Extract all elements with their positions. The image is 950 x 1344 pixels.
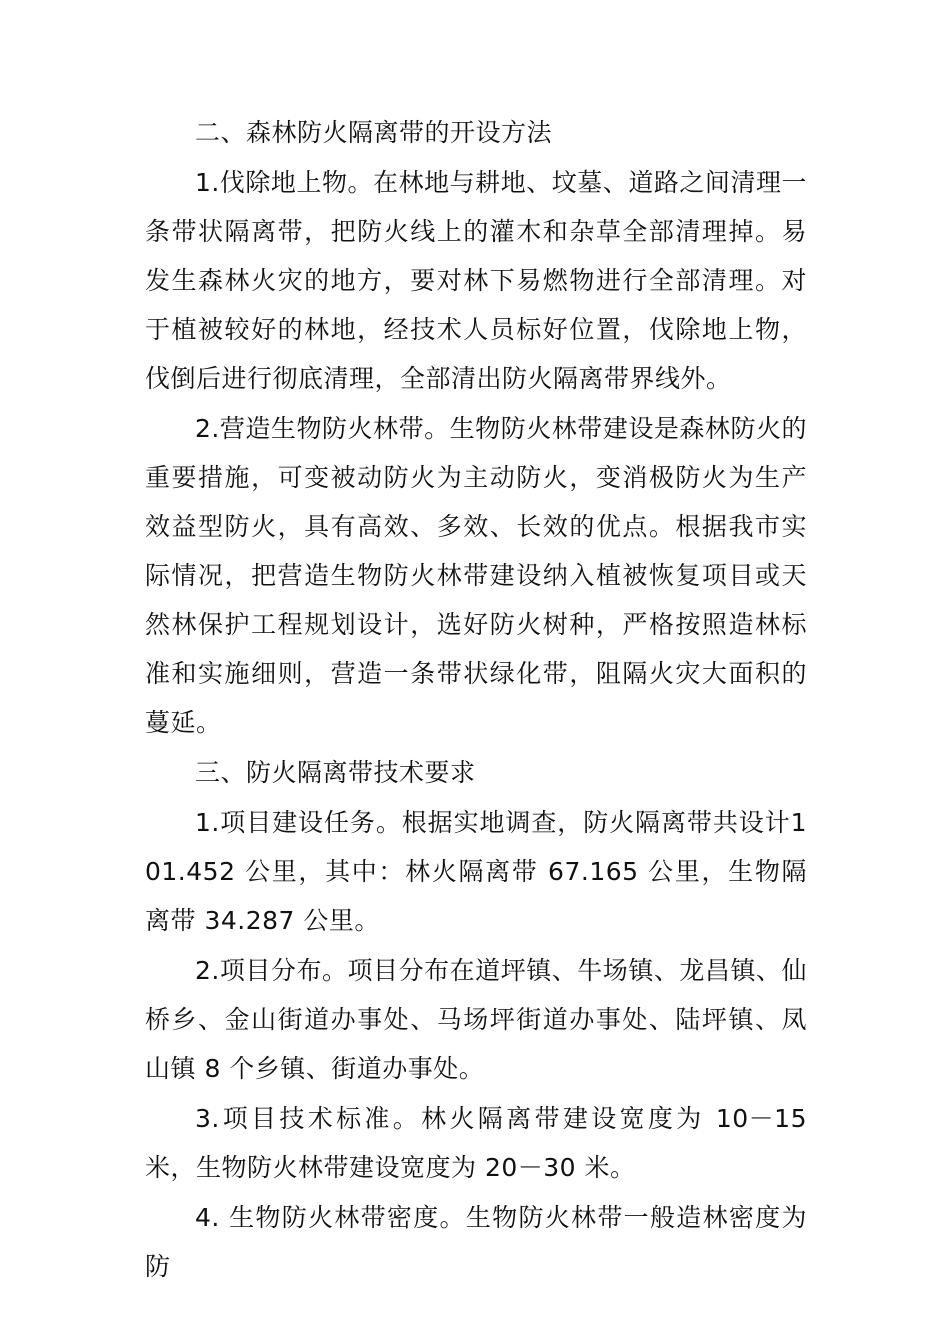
paragraph-density: 4. 生物防火林带密度。生物防火林带一般造林密度为防 (145, 1203, 807, 1281)
section-heading-requirements: 三、防火隔离带技术要求 (195, 758, 476, 787)
document-body (145, 108, 807, 1291)
paragraph-clear-ground: 1.伐除地上物。在林地与耕地、坟墓、道路之间清理一条带状隔离带，把防火线上的灌木和杂草全部清理掉。易发生森林火灾的地方，要对林下易燃物进行全部清理。对于植被较好的林地，经技术人员标好位置，伐除地上物，伐倒后进行彻底清理，全部清出防火隔离带界线外。 (145, 168, 807, 393)
paragraph-construction-task: 1.项目建设任务。根据实地调查，防火隔离带共设计101.452 公里，其中：林火隔离带 67.165 公里，生物隔离带 34.287 公里。 (145, 808, 807, 935)
paragraph-biological-belt: 2.营造生物防火林带。生物防火林带建设是森林防火的重要措施，可变被动防火为主动防火，变消极防火为生产效益型防火，具有高效、多效、长效的优点。根据我市实际情况，把营造生物防火林带建设纳入植被恢复项目或天然林保护工程规划设计，选好防火树种，严格按照造林标准和实施细则，营造一条带状绿化带，阻隔火灾大面积的蔓延。 (145, 414, 807, 737)
section-heading-method: 二、森林防火隔离带的开设方法 (195, 118, 553, 147)
paragraph-distribution: 2.项目分布。项目分布在道坪镇、牛场镇、龙昌镇、仙桥乡、金山街道办事处、马场坪街道办事处、陆坪镇、凤山镇 8 个乡镇、街道办事处。 (145, 956, 807, 1083)
paragraph-technical-standard: 3.项目技术标准。林火隔离带建设宽度为 10－15 米，生物防火林带建设宽度为 20－30 米。 (145, 1104, 807, 1182)
